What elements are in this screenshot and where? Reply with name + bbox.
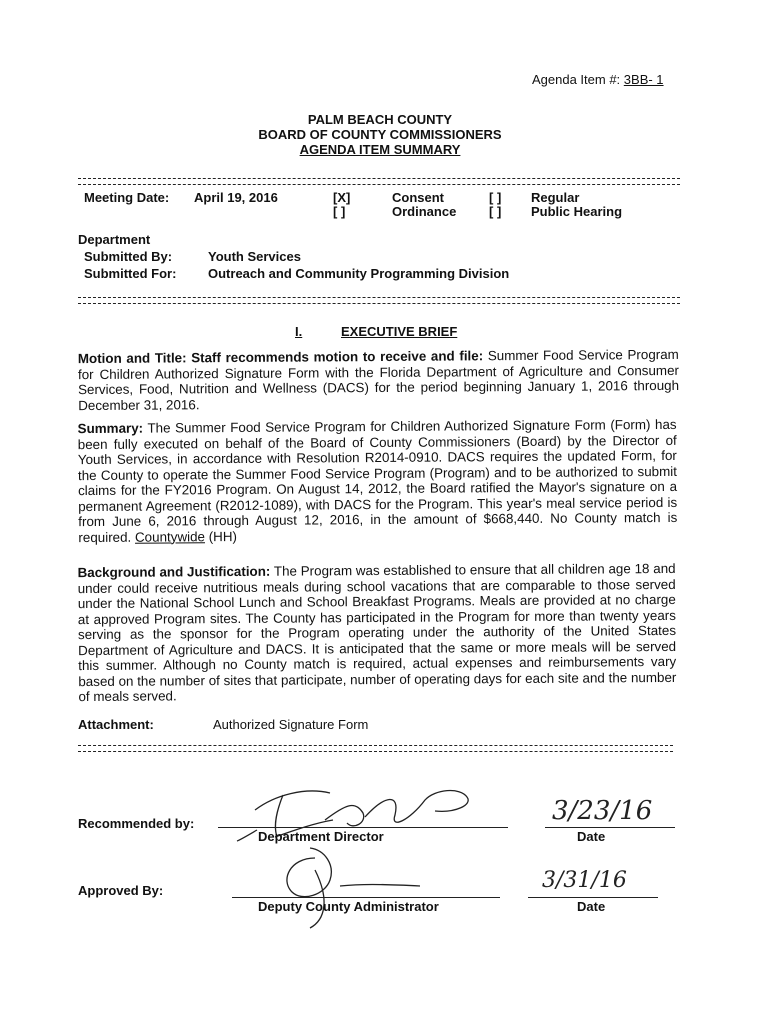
section-number: I. bbox=[295, 324, 303, 339]
submitted-by-label: Submitted By: bbox=[84, 249, 173, 264]
section-title: EXECUTIVE BRIEF bbox=[341, 324, 458, 339]
approved-title: Deputy County Administrator bbox=[258, 899, 439, 914]
consent-checkbox: [X] bbox=[333, 190, 351, 205]
recommended-date: 3/23/16 bbox=[552, 796, 653, 826]
summary-label: Summary: bbox=[77, 420, 144, 437]
meeting-date-label: Meeting Date: bbox=[84, 190, 170, 205]
recommended-title: Department Director bbox=[258, 829, 384, 844]
attachment-label: Attachment: bbox=[78, 717, 154, 732]
agenda-item bbox=[532, 72, 664, 87]
recommended-by-label: Recommended by: bbox=[78, 816, 195, 831]
summary-paragraph bbox=[78, 417, 678, 545]
separator-attachment bbox=[78, 745, 673, 752]
approved-by-label: Approved By: bbox=[78, 883, 164, 898]
document-title: AGENDA ITEM SUMMARY bbox=[299, 142, 461, 157]
regular-label: Regular bbox=[531, 190, 580, 205]
summary-text: The Summer Food Service Program for Children Authorized Signature Form (Form) has been fully executed on behalf of the Board of County Commissioners (Board) by the Director of Youth Services, in accordance with Resolution R2014-0910. DACS requires the updated Form, for the County to operate the Summer Food Service Program (Program) and to be authorized to submit claims for the FY2016 Program. On August 14, 2012, the Board ratified the Mayor's signature on a permanent Agreement (R2012-1089), with DACS for the Program. This year's meal service period is from June 6, 2016 through August 12, 2016, in the amount of $668,440. No County match is required. bbox=[77, 416, 678, 545]
separator-department bbox=[78, 297, 680, 304]
attachment-value: Authorized Signature Form bbox=[213, 717, 369, 732]
consent-label: Consent bbox=[392, 190, 444, 205]
separator-top bbox=[78, 178, 680, 185]
agenda-item-number: 3BB- 1 bbox=[623, 72, 664, 87]
approved-date-label: Date bbox=[577, 899, 606, 914]
submitted-for-label: Submitted For: bbox=[84, 266, 177, 281]
regular-checkbox: [ ] bbox=[489, 190, 502, 205]
submitted-for-value: Outreach and Community Programming Division bbox=[208, 266, 510, 281]
ordinance-checkbox: [ ] bbox=[333, 204, 346, 219]
recommended-date-label: Date bbox=[577, 829, 606, 844]
background-paragraph bbox=[78, 561, 677, 705]
motion-paragraph bbox=[78, 347, 679, 413]
motion-text: Summer Food Service Program for Children Authorized Signature Form with the Florida Department of Agriculture and Consumer Services, Food, Nutrition and Wellness (DACS) for the period beginning January 1, 2016 through December 31, 2016. bbox=[77, 346, 680, 413]
submitted-by-value: Youth Services bbox=[208, 249, 301, 264]
background-text: The Program was established to ensure that all children age 18 and under could receive nutritious meals during school vacations that are comparable to those served under the National School Lunch and School Breakfast Programs. Meals are provided at no charge at approved Program sites. The County has participated in the Program for more than twenty years serving as the sponsor for the Program operating under the authority of the United States Department of Agriculture and DACS. It is anticipated that the same or more meals will be served this summer. Although no County match is required, actual expenses and reimbursements vary based on the number of sites that participate, number of operating days for each site and the number of meals served. bbox=[77, 560, 677, 705]
motion-label: Motion and Title: Staff recommends motion to receive and file: bbox=[77, 348, 484, 367]
deputy-administrator-signature bbox=[270, 840, 460, 935]
approved-date-line bbox=[528, 897, 658, 898]
agenda-item-label: Agenda Item #: bbox=[532, 72, 621, 87]
department-heading: Department bbox=[78, 232, 151, 247]
background-label: Background and Justification: bbox=[77, 563, 271, 581]
public-hearing-label: Public Hearing bbox=[531, 204, 623, 219]
approved-date: 3/31/16 bbox=[542, 868, 627, 893]
ordinance-label: Ordinance bbox=[392, 204, 457, 219]
board-name: BOARD OF COUNTY COMMISSIONERS bbox=[258, 127, 502, 142]
public-hearing-checkbox: [ ] bbox=[489, 204, 502, 219]
meeting-date-value: April 19, 2016 bbox=[194, 190, 278, 205]
county-name: PALM BEACH COUNTY bbox=[307, 112, 453, 127]
summary-initials: (HH) bbox=[208, 528, 237, 544]
summary-district: Countywide bbox=[134, 528, 205, 545]
recommended-date-line bbox=[545, 827, 675, 828]
